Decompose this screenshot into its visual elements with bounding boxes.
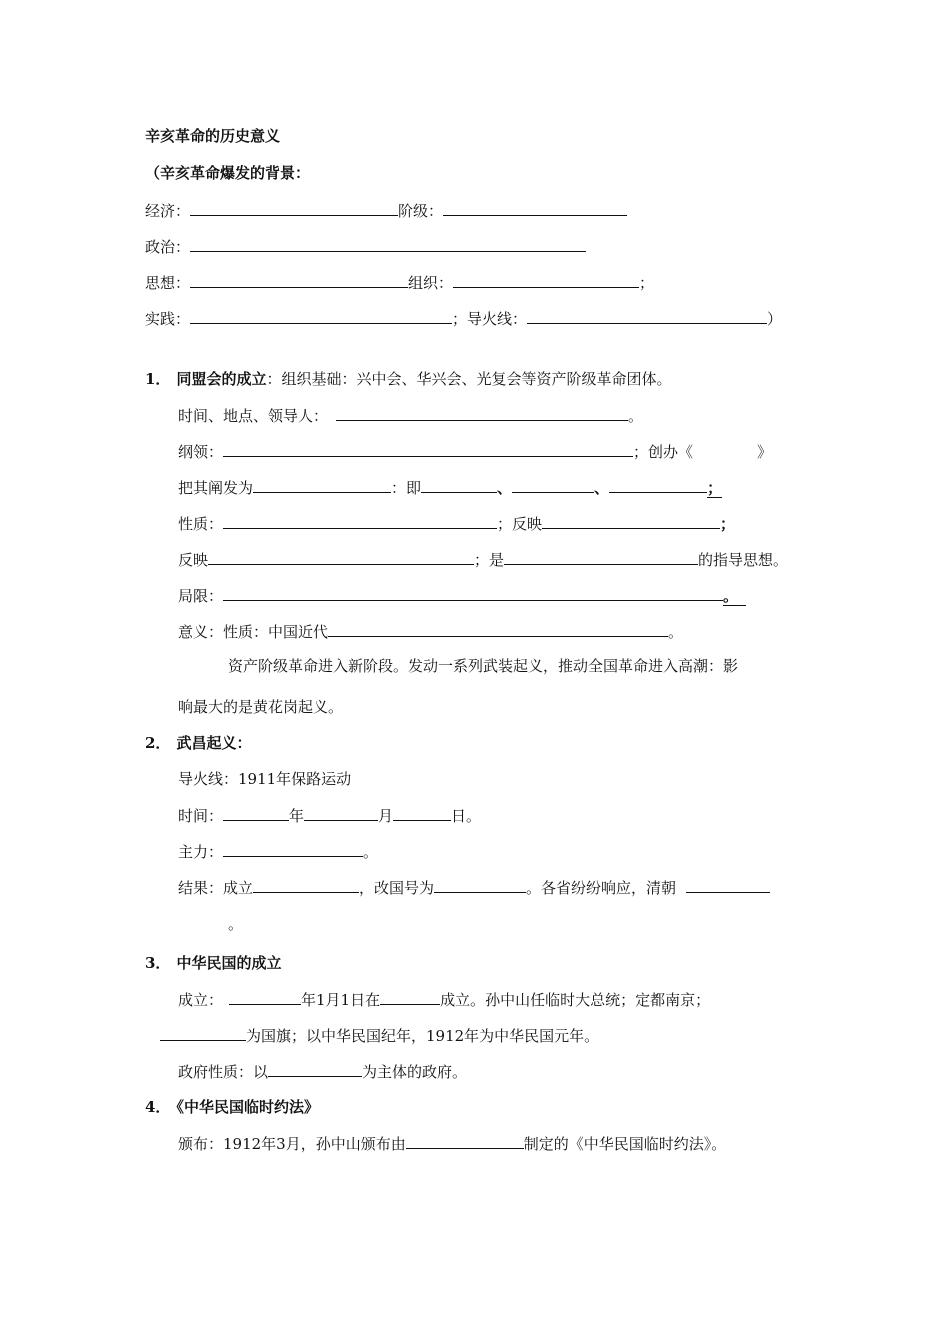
gov-label: 政府性质：以 <box>178 1063 269 1081</box>
s2-time-label: 时间： <box>178 807 224 825</box>
s3-num: 3． <box>145 954 171 972</box>
reflect-blank[interactable] <box>208 549 474 565</box>
issue-label: 颁布：1912年3月，孙中山颁布由 <box>178 1135 406 1153</box>
principle-2-blank[interactable] <box>512 477 594 493</box>
meaning-blank[interactable] <box>328 621 668 637</box>
s2-main-row: 主力： 。 <box>178 843 379 861</box>
s1-limit-row: 局限： 。 <box>178 585 746 606</box>
nature-blank[interactable] <box>223 513 497 529</box>
economy-row <box>145 200 627 221</box>
s1-para: 资产阶级革命进入新阶段。发动一系列武装起义，推动全国革命进入高潮：影 <box>228 657 739 675</box>
s2-end: 。 <box>228 915 244 933</box>
economy-blank[interactable] <box>190 200 398 216</box>
s4-heading <box>145 1097 319 1117</box>
s1-num: 1． <box>145 370 171 388</box>
reflect-label: 反映 <box>178 551 209 569</box>
org-blank[interactable] <box>453 272 639 288</box>
reflect1-blank[interactable] <box>542 513 720 529</box>
respond-label: 。各省纷纷响应，清朝 <box>526 879 677 897</box>
qing-blank[interactable] <box>686 877 770 893</box>
s4-num: 4． <box>145 1098 171 1116</box>
economy-label: 经济： <box>145 202 191 220</box>
s2-time-row: 时间： 年 月 日。 <box>178 807 482 825</box>
s3-found-row: 成立： 年1月1日在 成立。孙中山任临时大总统；定都南京； <box>178 991 711 1009</box>
program-blank[interactable] <box>223 441 633 457</box>
s3-heading <box>145 953 281 973</box>
s2-fuse: 导火线：1911年保路运动 <box>178 770 352 788</box>
semicolon: ； <box>639 274 655 292</box>
s1-time-row <box>178 405 643 426</box>
s3-flag-row: 为国旗；以中华民国纪年，1912年为中华民国元年。 <box>160 1025 599 1046</box>
rename-label: ，改国号为 <box>359 879 435 897</box>
s1-program-row <box>178 441 772 462</box>
result-blank[interactable] <box>253 877 359 893</box>
s1-heading <box>145 369 671 389</box>
expand-label: 把其阐发为 <box>178 479 254 497</box>
s3-title: 中华民国的成立 <box>176 954 282 972</box>
main-label: 主力： <box>178 843 224 861</box>
s1-para2: 响最大的是黄花岗起义。 <box>178 698 344 716</box>
s1-expand-row: 把其阐发为 ：即 、 、 ； <box>178 479 723 497</box>
practice-row <box>145 308 782 329</box>
s4-issue-row: 颁布：1912年3月，孙中山颁布由 制定的《中华民国临时约法》。 <box>178 1135 727 1153</box>
rename-blank[interactable] <box>434 877 526 893</box>
meaning-label: 意义：性质：中国近代 <box>178 623 329 641</box>
practice-label: 实践： <box>145 310 191 328</box>
politics-label: 政治： <box>145 238 191 256</box>
principle-3-blank[interactable] <box>609 477 707 493</box>
reflect1-label: ；反映 <box>497 515 543 533</box>
expand-blank[interactable] <box>253 477 391 493</box>
thought-row <box>145 272 654 293</box>
background-heading: （辛亥革命爆发的背景： <box>145 164 311 182</box>
gov-blank[interactable] <box>268 1061 362 1077</box>
politics-row <box>145 236 586 257</box>
month-blank[interactable] <box>304 805 378 821</box>
period: 。 <box>628 407 644 425</box>
limit-label: 局限： <box>178 587 224 605</box>
s1-title: 同盟会的成立 <box>176 370 267 388</box>
s1-reflect-row <box>178 549 788 570</box>
founded-close: 》 <box>757 443 773 461</box>
s3-gov-row: 政府性质：以 为主体的政府。 <box>178 1063 468 1081</box>
fuse-label: ；导火线： <box>452 310 528 328</box>
guide-blank[interactable] <box>504 549 698 565</box>
thought-blank[interactable] <box>190 272 408 288</box>
found-label: 成立： <box>178 991 224 1009</box>
thought-label: 思想： <box>145 274 191 292</box>
time-blank[interactable] <box>336 405 628 421</box>
found-year-blank[interactable] <box>229 989 301 1005</box>
founded-label: ；创办《 <box>633 443 694 461</box>
program-label: 纲领： <box>178 443 224 461</box>
nature-label: 性质： <box>178 515 224 533</box>
s1-nature-row: 性质： ；反映 ； <box>178 515 736 533</box>
class-label: 阶级： <box>398 202 444 220</box>
s2-heading <box>145 733 251 753</box>
shi-label: ；是 <box>474 551 505 569</box>
s4-title: 《中华民国临时约法》 <box>176 1098 319 1116</box>
day-blank[interactable] <box>393 805 451 821</box>
ji-label: ：即 <box>391 479 422 497</box>
page-title: 辛亥革命的历史意义 <box>145 127 281 145</box>
s2-num: 2． <box>145 734 171 752</box>
org-label: 组织： <box>408 274 454 292</box>
issue-blank[interactable] <box>406 1133 524 1149</box>
time-label: 时间、地点、领导人： <box>178 407 329 425</box>
guide-label: 的指导思想。 <box>698 551 789 569</box>
flag-blank[interactable] <box>160 1025 246 1041</box>
result-label: 结果：成立 <box>178 879 254 897</box>
main-blank[interactable] <box>223 841 363 857</box>
close-paren: ） <box>767 310 783 328</box>
principle-1-blank[interactable] <box>421 477 497 493</box>
s1-intro: ：组织基础：兴中会、华兴会、光复会等资产阶级革命团体。 <box>266 370 672 388</box>
politics-blank[interactable] <box>190 236 586 252</box>
s2-result-row <box>178 877 770 898</box>
limit-blank[interactable] <box>223 585 723 601</box>
s1-meaning-row: 意义：性质：中国近代 。 <box>178 623 684 641</box>
found-place-blank[interactable] <box>380 989 440 1005</box>
class-blank[interactable] <box>443 200 627 216</box>
fuse-blank[interactable] <box>527 308 767 324</box>
practice-blank[interactable] <box>190 308 452 324</box>
year-blank[interactable] <box>223 805 289 821</box>
s2-title: 武昌起义： <box>176 734 252 752</box>
